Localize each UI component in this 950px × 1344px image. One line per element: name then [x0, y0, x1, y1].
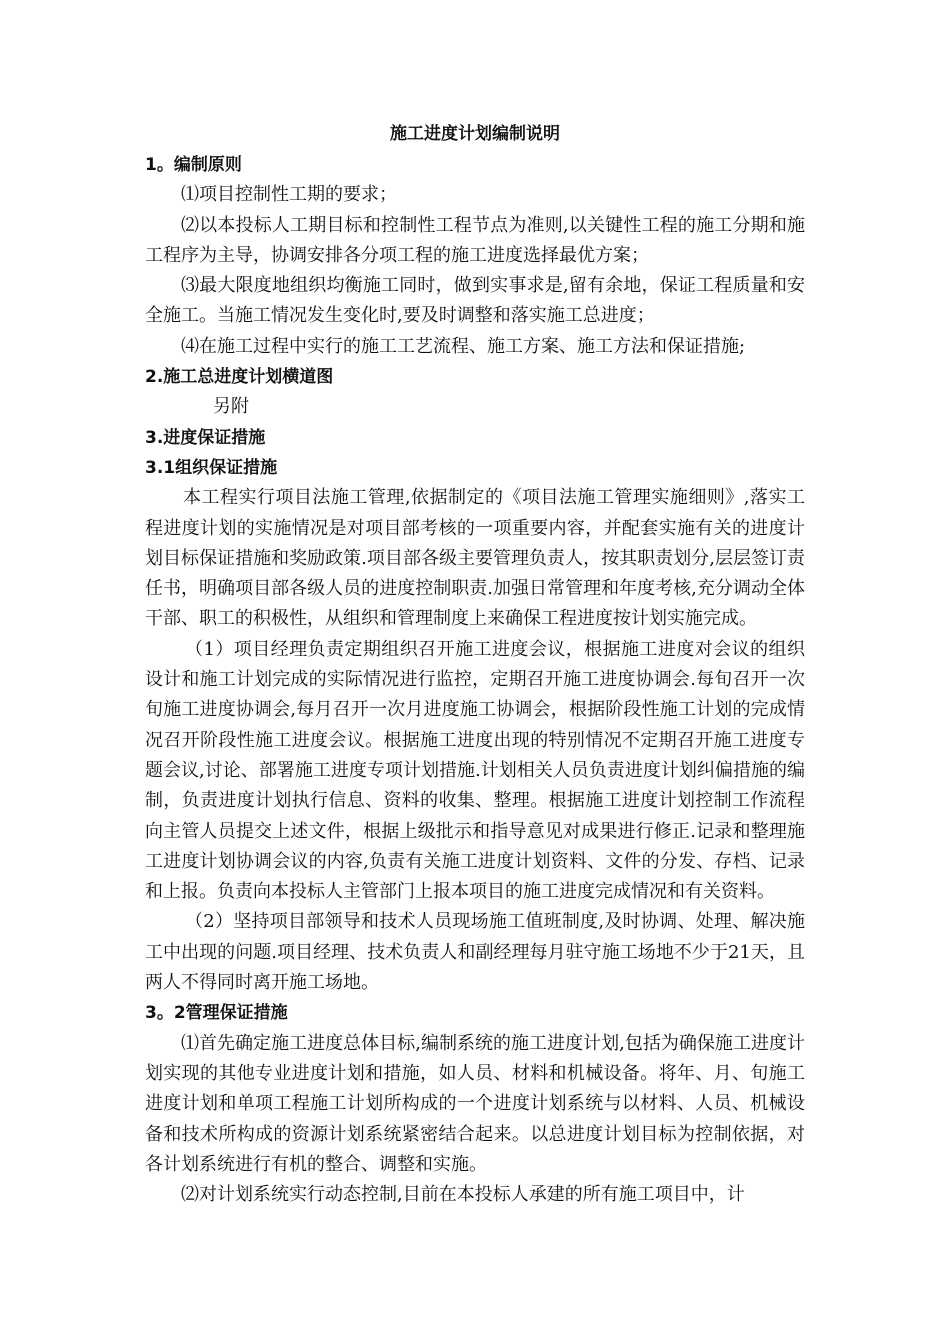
paragraph-3-1-3: （2）坚持项目部领导和技术人员现场施工值班制度,及时协调、处理、解决施工中出现的问题.项目经理、技术负责人和副经理每月驻守施工场地不少于21天，且两人不得同时离开施工场地。 — [145, 911, 805, 994]
section-heading-3-2: 3。2管理保证措施 — [145, 1003, 288, 1024]
paragraph-3-1-2: （1）项目经理负责定期组织召开施工进度会议，根据施工进度对会议的组织设计和施工计划完成的实际情况进行监控，定期召开施工进度协调会.每旬召开一次旬施工进度协调会,每月召开一次月进度施工协调会，根据阶段性施工计划的完成情况召开阶段性施工进度会议。根据施工进度出现的特别情况不定期召开施工进度专题会议,讨论、部署施工进度专项计划措施.计划相关人员负责进度计划纠偏措施的编制，负责进度计划执行信息、资料的收集、整理。根据施工进度计划控制工作流程向主管人员提交上述文件，根据上级批示和指导意见对成果进行修正.记录和整理施工进度计划协调会议的内容,负责有关施工进度计划资料、文件的分发、存档、记录和上报。负责向本投标人主管部门上报本项目的施工进度完成情况和有关资料。 — [145, 638, 805, 903]
paragraph-3-2-1: ⑴首先确定施工进度总体目标,编制系统的施工进度计划,包括为确保施工进度计划实现的其他专业进度计划和措施，如人员、材料和机械设备。将年、月、旬施工进度计划和单项工程施工计划所构成的一个进度计划系统与以材料、人员、机械设备和技术所构成的资源计划系统紧密结合起来。以总进度计划目标为控制依据，对各计划系统进行有机的整合、调整和实施。 — [145, 1032, 805, 1175]
section-heading-3-1: 3.1组织保证措施 — [145, 457, 278, 478]
section-heading-2: 2.施工总进度计划横道图 — [145, 367, 334, 388]
section-heading-3: 3.进度保证措施 — [145, 427, 266, 448]
paragraph-1-3: ⑶最大限度地组织均衡施工同时，做到实事求是,留有余地，保证工程质量和安全施工。当施工情况发生变化时,要及时调整和落实施工总进度； — [145, 275, 805, 327]
paragraph-3-2-2: ⑵对计划系统实行动态控制,目前在本投标人承建的所有施工项目中，计 — [181, 1184, 745, 1206]
paragraph-1-2: ⑵以本投标人工期目标和控制性工程节点为准则,以关键性工程的施工分期和施工程序为主导，协调安排各分项工程的施工进度选择最优方案； — [145, 214, 805, 266]
paragraph-1-4: ⑷在施工过程中实行的施工工艺流程、施工方案、施工方法和保证措施; — [181, 335, 746, 357]
document-body — [145, 150, 805, 1210]
attachment-note: 另附 — [213, 396, 249, 418]
paragraph-1-1: ⑴项目控制性工期的要求； — [181, 184, 397, 206]
section-heading-1: 1。编制原则 — [145, 155, 242, 175]
paragraph-3-1-1: 本工程实行项目法施工管理,依据制定的《项目法施工管理实施细则》,落实工程进度计划的实施情况是对项目部考核的一项重要内容，并配套实施有关的进度计划目标保证措施和奖励政策.项目部各级主要管理负责人，按其职责划分,层层签订责任书，明确项目部各级人员的进度控制职责.加强日常管理和年度考核,充分调动全体干部、职工的积极性，从组织和管理制度上来确保工程进度按计划实施完成。 — [145, 487, 805, 630]
document-title: 施工进度计划编制说明 — [390, 124, 560, 144]
